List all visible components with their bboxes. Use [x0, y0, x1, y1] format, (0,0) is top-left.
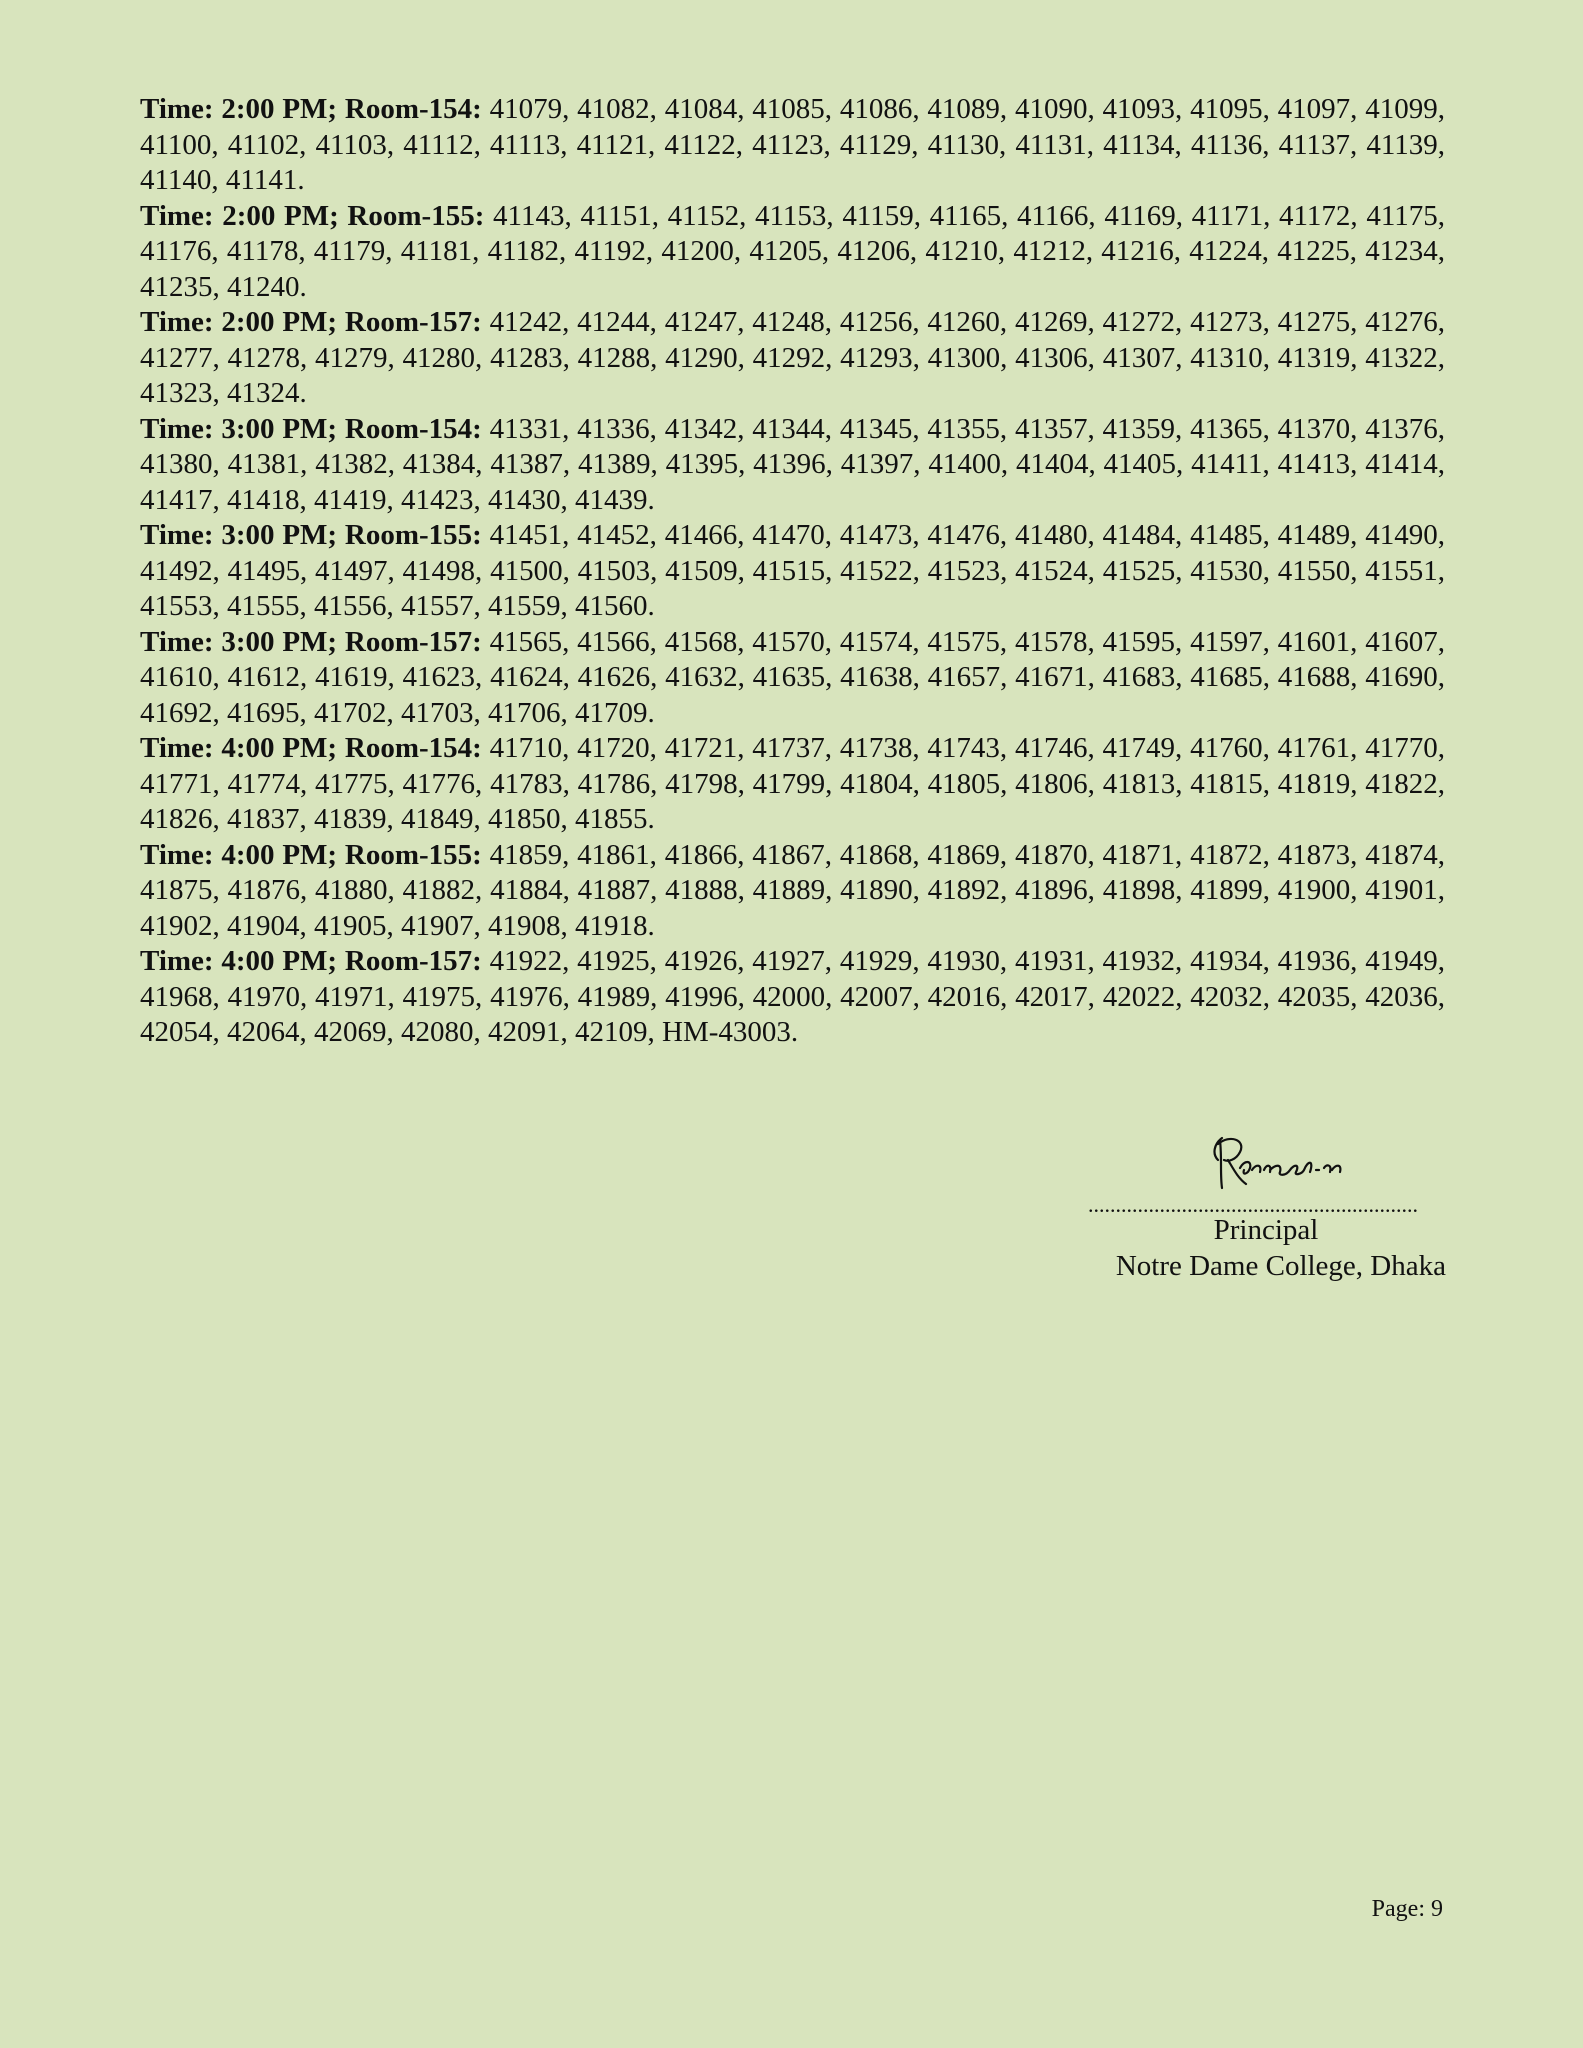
entry-label: Time: 4:00 PM; Room-154:	[140, 732, 482, 764]
entry-rolls: 41143, 41151, 41152, 41153, 41159, 41165, 41166, 41169, 41171, 41172, 41175, 41176, 41178, 41179, 41181, 41182, 41192, 41200, 41205, 41206, 41210, 41212, 41216, 41224, 41225, 41234, 41235, 41240.	[140, 199, 1445, 303]
signatory-title: Principal	[1213, 1214, 1319, 1246]
seat-entry	[140, 731, 1445, 838]
entry-rolls: 41331, 41336, 41342, 41344, 41345, 41355, 41357, 41359, 41365, 41370, 41376, 41380, 41381, 41382, 41384, 41387, 41389, 41395, 41396, 41397, 41400, 41404, 41405, 41411, 41413, 41414, 41417, 41418, 41419, 41423, 41430, 41439.	[140, 412, 1445, 516]
entry-rolls: 41451, 41452, 41466, 41470, 41473, 41476, 41480, 41484, 41485, 41489, 41490, 41492, 41495, 41497, 41498, 41500, 41503, 41509, 41515, 41522, 41523, 41524, 41525, 41530, 41550, 41551, 41553, 41555, 41556, 41557, 41559, 41560.	[140, 519, 1445, 622]
entry-rolls: 41922, 41925, 41926, 41927, 41929, 41930, 41931, 41932, 41934, 41936, 41949, 41968, 41970, 41971, 41975, 41976, 41989, 41996, 42000, 42007, 42016, 42017, 42022, 42032, 42035, 42036, 42054, 42064, 42069, 42080, 42091, 42109, HM-43003.	[140, 945, 1445, 1048]
signature-line: ............................................................	[1088, 1198, 1418, 1212]
seat-entry	[140, 92, 1445, 199]
entry-rolls: 41079, 41082, 41084, 41085, 41086, 41089, 41090, 41093, 41095, 41097, 41099, 41100, 41102, 41103, 41112, 41113, 41121, 41122, 41123, 41129, 41130, 41131, 41134, 41136, 41137, 41139, 41140, 41141.	[140, 93, 1445, 196]
entry-label: Time: 2:00 PM; Room-154:	[140, 93, 482, 125]
seat-entry	[140, 518, 1445, 625]
entry-label: Time: 3:00 PM; Room-154:	[140, 412, 482, 445]
entry-label: Time: 4:00 PM; Room-155:	[140, 838, 482, 871]
handwritten-signature	[1204, 1130, 1354, 1208]
seat-entry	[140, 944, 1445, 1051]
entry-label: Time: 3:00 PM; Room-155:	[140, 519, 482, 551]
college-name: Notre Dame College, Dhaka	[1115, 1250, 1446, 1282]
seat-entry	[140, 412, 1445, 519]
seat-entry	[140, 838, 1445, 945]
entry-rolls: 41859, 41861, 41866, 41867, 41868, 41869, 41870, 41871, 41872, 41873, 41874, 41875, 41876, 41880, 41882, 41884, 41887, 41888, 41889, 41890, 41892, 41896, 41898, 41899, 41900, 41901, 41902, 41904, 41905, 41907, 41908, 41918.	[140, 838, 1445, 942]
entry-label: Time: 2:00 PM; Room-155:	[140, 199, 485, 232]
seat-entry	[140, 199, 1445, 306]
entry-rolls: 41710, 41720, 41721, 41737, 41738, 41743, 41746, 41749, 41760, 41761, 41770, 41771, 41774, 41775, 41776, 41783, 41786, 41798, 41799, 41804, 41805, 41806, 41813, 41815, 41819, 41822, 41826, 41837, 41839, 41849, 41850, 41855.	[140, 732, 1445, 835]
entry-label: Time: 2:00 PM; Room-157:	[140, 306, 482, 338]
signature-block	[1086, 1130, 1446, 1284]
entry-label: Time: 4:00 PM; Room-157:	[140, 945, 482, 977]
seat-entry	[140, 625, 1445, 732]
seat-plan-list	[140, 92, 1445, 1051]
entry-label: Time: 3:00 PM; Room-157:	[140, 625, 482, 658]
entry-rolls: 41242, 41244, 41247, 41248, 41256, 41260, 41269, 41272, 41273, 41275, 41276, 41277, 41278, 41279, 41280, 41283, 41288, 41290, 41292, 41293, 41300, 41306, 41307, 41310, 41319, 41322, 41323, 41324.	[140, 306, 1445, 409]
seat-entry	[140, 305, 1445, 412]
entry-rolls: 41565, 41566, 41568, 41570, 41574, 41575, 41578, 41595, 41597, 41601, 41607, 41610, 41612, 41619, 41623, 41624, 41626, 41632, 41635, 41638, 41657, 41671, 41683, 41685, 41688, 41690, 41692, 41695, 41702, 41703, 41706, 41709.	[140, 625, 1445, 729]
page-number: Page: 9	[1371, 1896, 1443, 1922]
